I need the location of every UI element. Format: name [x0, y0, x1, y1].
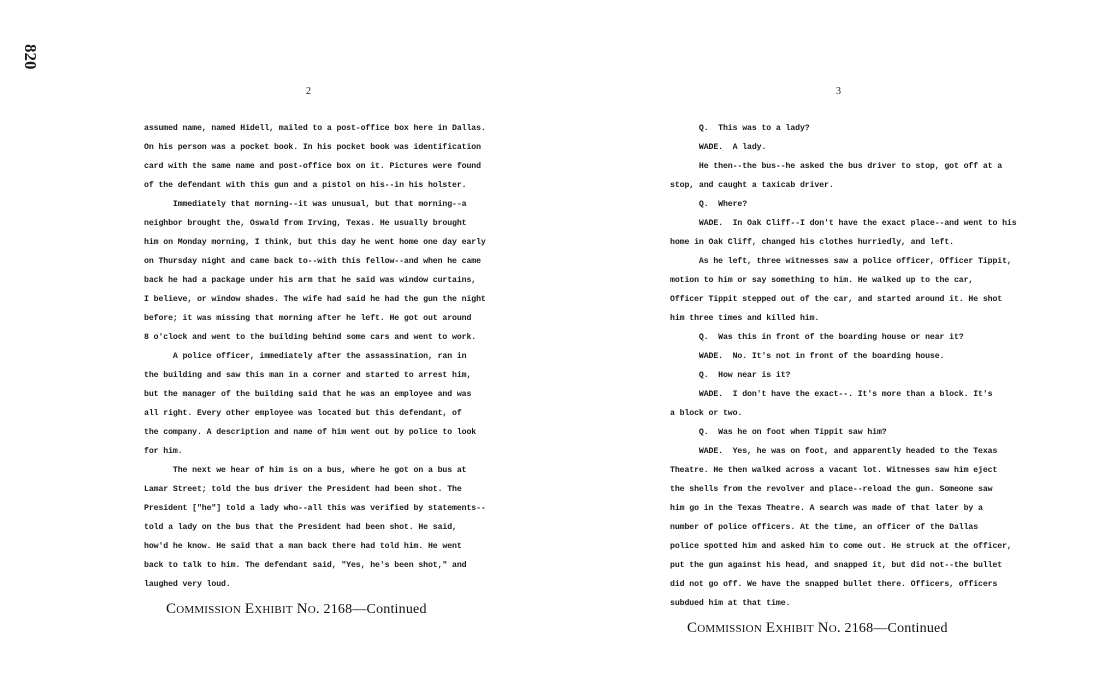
text-line: back he had a package under his arm that he said was window curtains,: [144, 276, 477, 285]
text-line: before; it was missing that morning after he left. He got out around: [144, 314, 472, 323]
text-line: on Thursday night and came back to--with this fellow--and when he came: [144, 257, 481, 266]
text-line: WADE. A lady.: [670, 143, 767, 152]
left-caption-prefix: Commission Exhibit No.: [166, 601, 320, 617]
left-page-text: [144, 119, 486, 594]
text-line: He then--the bus--he asked the bus driver to stop, got off at a: [670, 162, 1003, 171]
text-line: Theatre. He then walked across a vacant lot. Witnesses saw him eject: [670, 466, 998, 475]
text-line: put the gun against his head, and snapped it, but did not--the bullet: [670, 561, 1003, 570]
text-line: how'd he know. He said that a man back there had told him. He went: [144, 542, 462, 551]
text-line: As he left, three witnesses saw a police officer, Officer Tippit,: [670, 257, 1012, 266]
text-line: card with the same name and post-office box on it. Pictures were found: [144, 162, 481, 171]
text-line: I believe, or window shades. The wife had said he had the gun the night: [144, 295, 486, 304]
text-line: subdued him at that time.: [670, 599, 791, 608]
text-line: Q. Was this in front of the boarding house or near it?: [670, 333, 964, 342]
text-line: number of police officers. At the time, an officer of the Dallas: [670, 523, 979, 532]
text-line: Q. Was he on foot when Tippit saw him?: [670, 428, 887, 437]
right-caption-prefix: Commission Exhibit No.: [687, 620, 841, 636]
left-page-number: 2: [306, 86, 311, 97]
text-line: Q. How near is it?: [670, 371, 791, 380]
text-line: him three times and killed him.: [670, 314, 820, 323]
text-line: laughed very loud.: [144, 580, 231, 589]
text-line: for him.: [144, 447, 183, 456]
text-line: him go in the Texas Theatre. A search was made of that later by a: [670, 504, 983, 513]
text-line: of the defendant with this gun and a pistol on his--in his holster.: [144, 181, 467, 190]
text-line: all right. Every other employee was located but this defendant, of: [144, 409, 462, 418]
text-line: assumed name, named Hidell, mailed to a post-office box here in Dallas.: [144, 124, 486, 133]
text-line: stop, and caught a taxicab driver.: [670, 181, 834, 190]
left-caption-suffix: 2168—Continued: [319, 602, 427, 617]
right-page-number: 3: [836, 86, 841, 97]
text-line: President ["he"] told a lady who--all this was verified by statements--: [144, 504, 486, 513]
text-line: WADE. In Oak Cliff--I don't have the exact place--and went to his: [670, 219, 1017, 228]
text-line: The next we hear of him is on a bus, where he got on a bus at: [144, 466, 467, 475]
text-line: the company. A description and name of him went out by police to look: [144, 428, 477, 437]
right-page-text: [670, 119, 1017, 613]
text-line: Q. This was to a lady?: [670, 124, 810, 133]
left-exhibit-caption: [166, 601, 427, 618]
text-line: home in Oak Cliff, changed his clothes hurriedly, and left.: [670, 238, 954, 247]
text-line: police spotted him and asked him to come out. He struck at the officer,: [670, 542, 1012, 551]
right-exhibit-caption: [687, 620, 948, 637]
text-line: but the manager of the building said that he was an employee and was: [144, 390, 472, 399]
text-line: the shells from the revolver and place--reload the gun. Someone saw: [670, 485, 993, 494]
text-line: A police officer, immediately after the assassination, ran in: [144, 352, 467, 361]
text-line: Lamar Street; told the bus driver the President had been shot. The: [144, 485, 462, 494]
text-line: motion to him or say something to him. He walked up to the car,: [670, 276, 974, 285]
text-line: neighbor brought the, Oswald from Irving, Texas. He usually brought: [144, 219, 467, 228]
text-line: Immediately that morning--it was unusual, but that morning--a: [144, 200, 467, 209]
text-line: WADE. I don't have the exact--. It's more than a block. It's: [670, 390, 993, 399]
text-line: back to talk to him. The defendant said, "Yes, he's been shot," and: [144, 561, 467, 570]
margin-page-number: 820: [21, 44, 40, 70]
text-line: told a lady on the bus that the President had been shot. He said,: [144, 523, 457, 532]
right-caption-suffix: 2168—Continued: [840, 621, 948, 636]
text-line: the building and saw this man in a corner and started to arrest him,: [144, 371, 472, 380]
text-line: a block or two.: [670, 409, 743, 418]
text-line: Q. Where?: [670, 200, 748, 209]
text-line: On his person was a pocket book. In his pocket book was identification: [144, 143, 481, 152]
text-line: Officer Tippit stepped out of the car, and started around it. He shot: [670, 295, 1003, 304]
text-line: did not go off. We have the snapped bullet there. Officers, officers: [670, 580, 998, 589]
text-line: him on Monday morning, I think, but this day he went home one day early: [144, 238, 486, 247]
text-line: 8 o'clock and went to the building behind some cars and went to work.: [144, 333, 477, 342]
text-line: WADE. Yes, he was on foot, and apparently headed to the Texas: [670, 447, 998, 456]
text-line: WADE. No. It's not in front of the boarding house.: [670, 352, 945, 361]
